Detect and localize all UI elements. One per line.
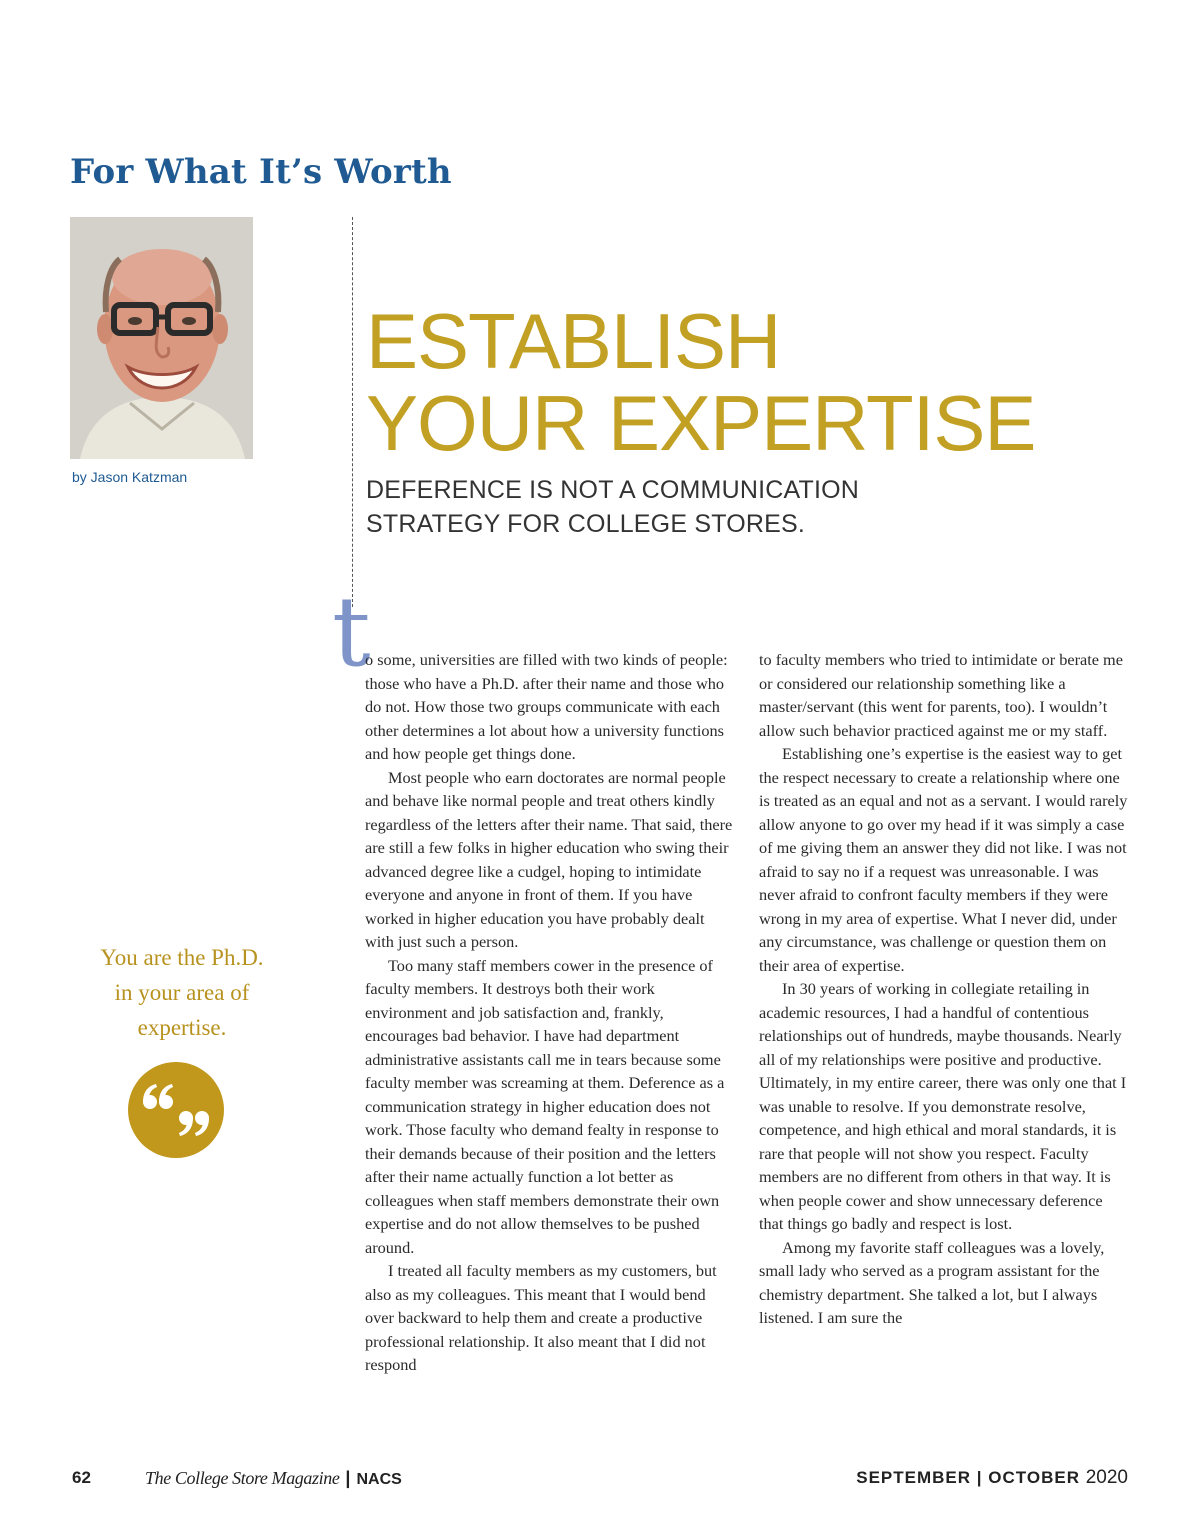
paragraph: to faculty members who tried to intimidate or berate me or considered our relationship something like a master/servant (this went for parents, too). I wouldn’t allow such behavior practiced against me or my staff. — [759, 650, 1123, 740]
body-column-1 — [365, 648, 735, 1377]
quotation-marks-icon — [128, 1062, 224, 1158]
deck-line-2: STRATEGY FOR COLLEGE STORES. — [366, 510, 806, 538]
magazine-name: The College Store Magazine — [145, 1468, 340, 1488]
paragraph: I treated all faculty members as my customers, but also as my colleagues. This meant that I would bend over backward to help them and create a productive professional relationship. It also meant that I did not respond — [365, 1261, 717, 1374]
headline — [366, 297, 1146, 467]
section-title: For What It’s Worth — [70, 152, 452, 192]
byline: by Jason Katzman — [72, 469, 188, 485]
paragraph: o some, universities are filled with two kinds of people: those who have a Ph.D. after their name and those who do not. How those two groups communicate with each other determines a lot about how a university functions and how people get things done. — [365, 650, 728, 763]
page-number: 62 — [72, 1468, 91, 1487]
paragraph: Too many staff members cower in the presence of faculty members. It destroys both their work environment and job satisfaction and, frankly, encourages bad behavior. I have had department administrative assistants call me in tears because some faculty member was screaming at them. Deference as a communication strategy in higher education does not work. Those faculty who demand fealty in response to their demands because of their position and the letters after their name actually function a lot better as colleagues when staff members demonstrate their own expertise and do not allow themselves to be pushed around. — [365, 955, 725, 1257]
footer-separator: | — [345, 1468, 351, 1488]
issue-month-1: SEPTEMBER — [856, 1468, 972, 1487]
issue-year: 2020 — [1085, 1467, 1128, 1488]
vertical-divider — [352, 217, 353, 607]
author-photo — [70, 217, 253, 459]
author-portrait-image — [70, 217, 253, 459]
paragraph: Among my favorite staff colleagues was a lovely, small lady who served as a program assistant for the chemistry department. She talked a lot, but I always listened. I am sure the — [759, 1237, 1105, 1327]
footer-date-separator: | — [976, 1468, 983, 1487]
issue-month-2: OCTOBER — [988, 1468, 1080, 1487]
org-name: NACS — [356, 1471, 402, 1488]
body-column-2 — [759, 648, 1129, 1330]
footer-publication — [145, 1468, 402, 1489]
pull-quote-line-3: expertise. — [137, 1015, 227, 1040]
headline-line-1: ESTABLISH — [366, 297, 781, 385]
paragraph: Most people who earn doctorates are normal people and behave like normal people and treat others kindly regardless of the letters after their name. That said, there are still a few folks in higher education who swing their advanced degree like a cudgel, hoping to intimidate everyone and anyone in front of them. If you have worked in higher education you have probably dealt with just such a person. — [365, 767, 733, 951]
deck-line-1: DEFERENCE IS NOT A COMMUNICATION — [366, 476, 860, 504]
deck-subtitle — [366, 473, 886, 541]
paragraph: In 30 years of working in collegiate retailing in academic resources, I had a handful of contentious relationships out of hundreds, maybe thousands. Nearly all of my relationships were positive and productive. Ultimately, in my entire career, there was only one that I was unable to resolve. If you demonstrate resolve, competence, and high ethical and moral standards, it is rare that people will not show you respect. Faculty members are no different from others in that way. It is when people cower and show unnecessary deference that things go badly and respect is lost. — [759, 979, 1127, 1233]
pull-quote-line-1: You are the Ph.D. — [100, 945, 264, 970]
paragraph: Establishing one’s expertise is the easiest way to get the respect necessary to create a relationship where one is treated as an equal and not as a servant. I would rarely allow anyone to go over my head if it was simply a case of me giving them an answer they did not like. I was not afraid to say no if a request was unreasonable. I was never afraid to confront faculty members if they were wrong in my area of expertise. What I never did, under any circumstance, was challenge or question them on their area of expertise. — [759, 744, 1128, 975]
issue-date — [856, 1467, 1128, 1489]
headline-line-2: YOUR EXPERTISE — [366, 379, 1036, 467]
pull-quote — [72, 940, 292, 1045]
drop-cap: t — [332, 576, 371, 688]
pull-quote-line-2: in your area of — [114, 980, 250, 1005]
